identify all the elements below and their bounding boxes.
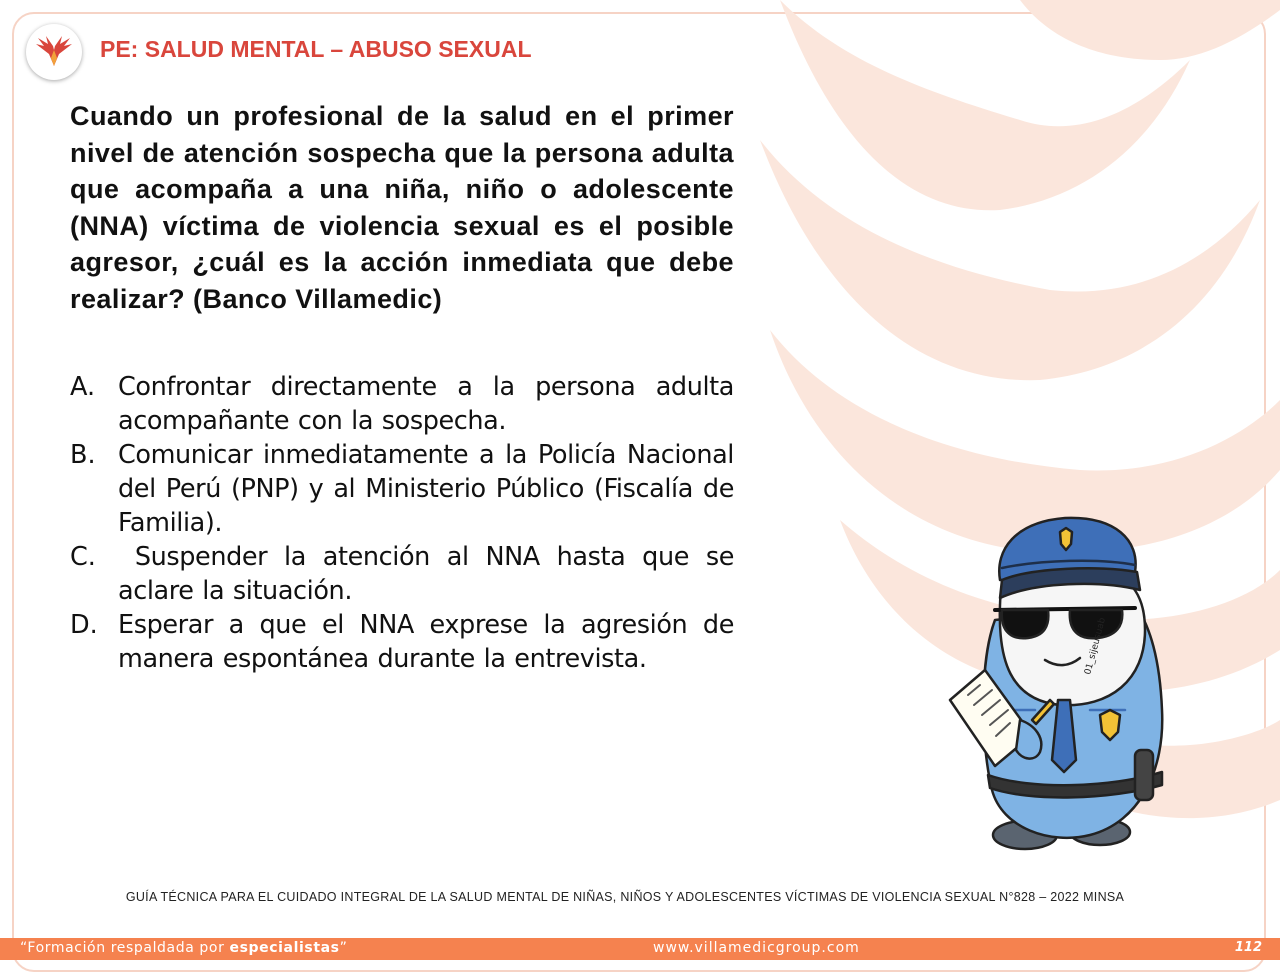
phoenix-logo-icon bbox=[32, 32, 76, 72]
footer-bar bbox=[0, 938, 1280, 960]
company-logo bbox=[26, 24, 82, 80]
page-title: PE: SALUD MENTAL – ABUSO SEXUAL bbox=[100, 36, 532, 62]
footer-slogan bbox=[20, 940, 347, 956]
option-text: Comunicar inmediatamente a la Policía Nacional del Perú (PNP) y al Ministerio Público (Fiscalía de Familia). bbox=[118, 440, 734, 538]
option-text: Suspender la atención al NNA hasta que se aclare la situación. bbox=[118, 542, 743, 606]
option-letter: A. bbox=[70, 372, 96, 402]
mascot-badge-text: 01_sijeusuab bbox=[1083, 616, 1109, 676]
question-text: Cuando un profesional de la salud en el primer nivel de atención sospecha que la persona adulta que acompaña a una niña, niño o adolescente (NNA) víctima de violencia sexual es el posible agresor, ¿cuál es la acción inmediata que debe realizar? (Banco Villamedic) bbox=[70, 101, 734, 314]
footer-url-link[interactable]: www.villamedicgroup.com bbox=[653, 940, 860, 956]
option-letter: B. bbox=[70, 440, 96, 470]
answer-options bbox=[70, 370, 743, 676]
option-a[interactable] bbox=[70, 370, 734, 438]
page-number: 112 bbox=[1234, 940, 1262, 955]
police-mascot-icon bbox=[940, 510, 1180, 860]
option-d[interactable] bbox=[70, 608, 734, 676]
source-reference: GUÍA TÉCNICA PARA EL CUIDADO INTEGRAL DE LA SALUD MENTAL DE NIÑAS, NIÑOS Y ADOLESCENTES VÍCTIMAS DE VIOLENCIA SEXUAL N°828 – 2022 MINSA bbox=[125, 890, 1125, 904]
option-text: Esperar a que el NNA exprese la agresión de manera espontánea durante la entrevista. bbox=[118, 610, 734, 674]
option-letter: C. bbox=[70, 542, 96, 572]
slogan-end: ” bbox=[339, 940, 348, 956]
slogan-start: “Formación respaldada por bbox=[20, 940, 230, 956]
option-letter: D. bbox=[70, 610, 98, 640]
option-c[interactable] bbox=[70, 540, 743, 608]
option-b[interactable] bbox=[70, 438, 734, 540]
slogan-bold: especialistas bbox=[229, 940, 340, 956]
option-text: Confrontar directamente a la persona adulta acompañante con la sospecha. bbox=[118, 372, 734, 436]
